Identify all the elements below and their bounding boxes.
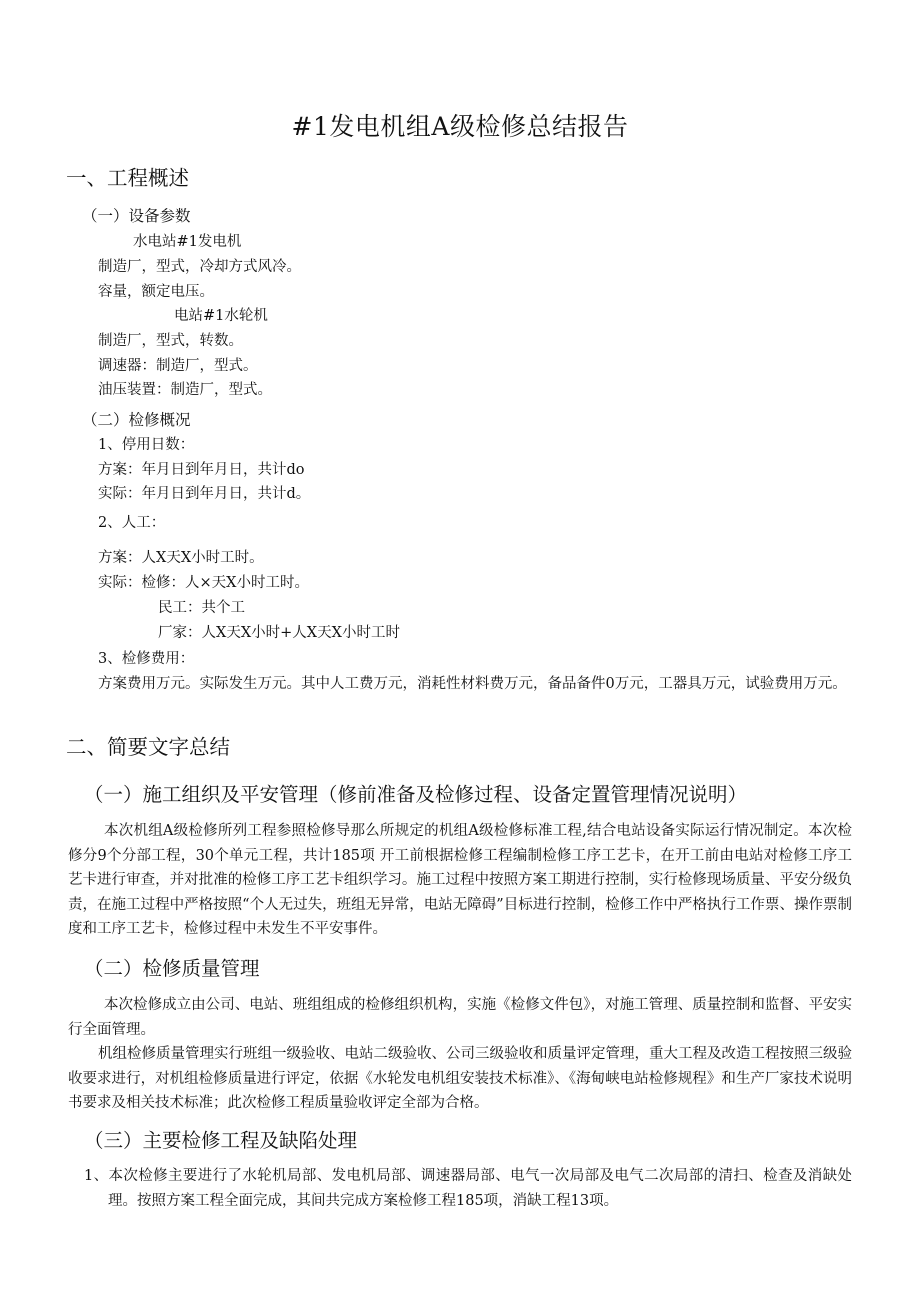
quality-paragraph-1: 本次检修成立由公司、电站、班组组成的检修组织机构，实施《检修文件包》，对施工管理、质量控制和监督、平安实行全面管理。 [68, 997, 852, 1038]
major-work-item-1: 1、本次检修主要进行了水轮机局部、发电机局部、调速器局部、电气一次局部及电气二次局部的清扫、检查及消缺处理。按照方案工程全面完成，其间共完成方案检修工程185项，消缺工程13项。 [84, 1168, 852, 1209]
downtime-plan: 方案：年月日到年月日，共计do [98, 462, 305, 478]
section-1-heading: 一、工程概述 [66, 166, 189, 190]
governor-line: 调速器：制造厂，型式。 [98, 358, 258, 374]
subsection-construction-safety-heading: （一）施工组织及平安管理（修前准备及检修过程、设备定置管理情况说明） [84, 783, 748, 806]
subsection-equipment-params-heading: （一）设备参数 [82, 207, 191, 225]
quality-paragraph-2: 机组检修质量管理实行班组一级验收、电站二级验收、公司三级验收和质量评定管理，重大工程及改造工程按照三级验收要求进行，对机组检修质量进行评定，依据《水轮发电机组安装技术标准》、《海甸峡电站检修规程》和生产厂家技术说明书要求及相关技术标准；此次检修工程质量验收评定全部为合格。 [68, 1046, 852, 1111]
downtime-item: 1、停用日数： [98, 437, 195, 453]
document-title: #1发电机组A级检修总结报告 [291, 112, 629, 141]
subsection-quality-heading: （二）检修质量管理 [84, 957, 260, 980]
labor-vendor: 厂家：人X天X小时+人X天X小时工时 [158, 625, 400, 641]
generator-line-2: 容量，额定电压。 [98, 284, 214, 300]
section-2-heading: 二、简要文字总结 [66, 735, 230, 759]
generator-line-1: 制造厂，型式，冷却方式风冷。 [98, 259, 301, 275]
oil-unit-line: 油压装置：制造厂，型式。 [98, 382, 272, 398]
generator-title: 水电站#1发电机 [133, 234, 242, 250]
cost-paragraph: 方案费用万元。实际发生万元。其中人工费万元，消耗性材料费万元，备品备件0万元，工器具万元，试验费用万元。 [98, 676, 847, 692]
labor-civil: 民工：共个工 [158, 600, 245, 616]
construction-safety-paragraph: 本次机组A级检修所列工程参照检修导那么所规定的机组A级检修标准工程,结合电站设备实际运行情况制定。本次检修分9个分部工程，30个单元工程，共计185项 开工前根据检修工程编制检修工序工艺卡，在开工前由电站对检修工序工艺卡进行审查，并对批准的检修工序工艺卡组织学习。施工过程中按照方案工期进行控制，实行检修现场质量、平安分级负责，在施工过程中严格按照“个人无过失，班组无异常，电站无障碍”目标进行控制，检修工作中严格执行工作票、操作票制度和工序工艺卡，检修过程中未发生不平安事件。 [68, 823, 852, 937]
labor-plan: 方案：人X天X小时工时。 [98, 550, 264, 566]
subsection-overhaul-overview-heading: （二）检修概况 [82, 411, 191, 429]
turbine-title: 电站#1水轮机 [174, 308, 268, 324]
labor-item: 2、人工： [98, 515, 166, 531]
turbine-line-1: 制造厂，型式，转数。 [98, 333, 243, 349]
cost-item: 3、检修费用： [98, 651, 195, 667]
downtime-actual: 实际：年月日到年月日，共计d。 [98, 486, 311, 502]
subsection-major-work-heading: （三）主要检修工程及缺陷处理 [84, 1129, 358, 1152]
labor-actual: 实际：检修：人×天X小时工时。 [98, 575, 309, 591]
